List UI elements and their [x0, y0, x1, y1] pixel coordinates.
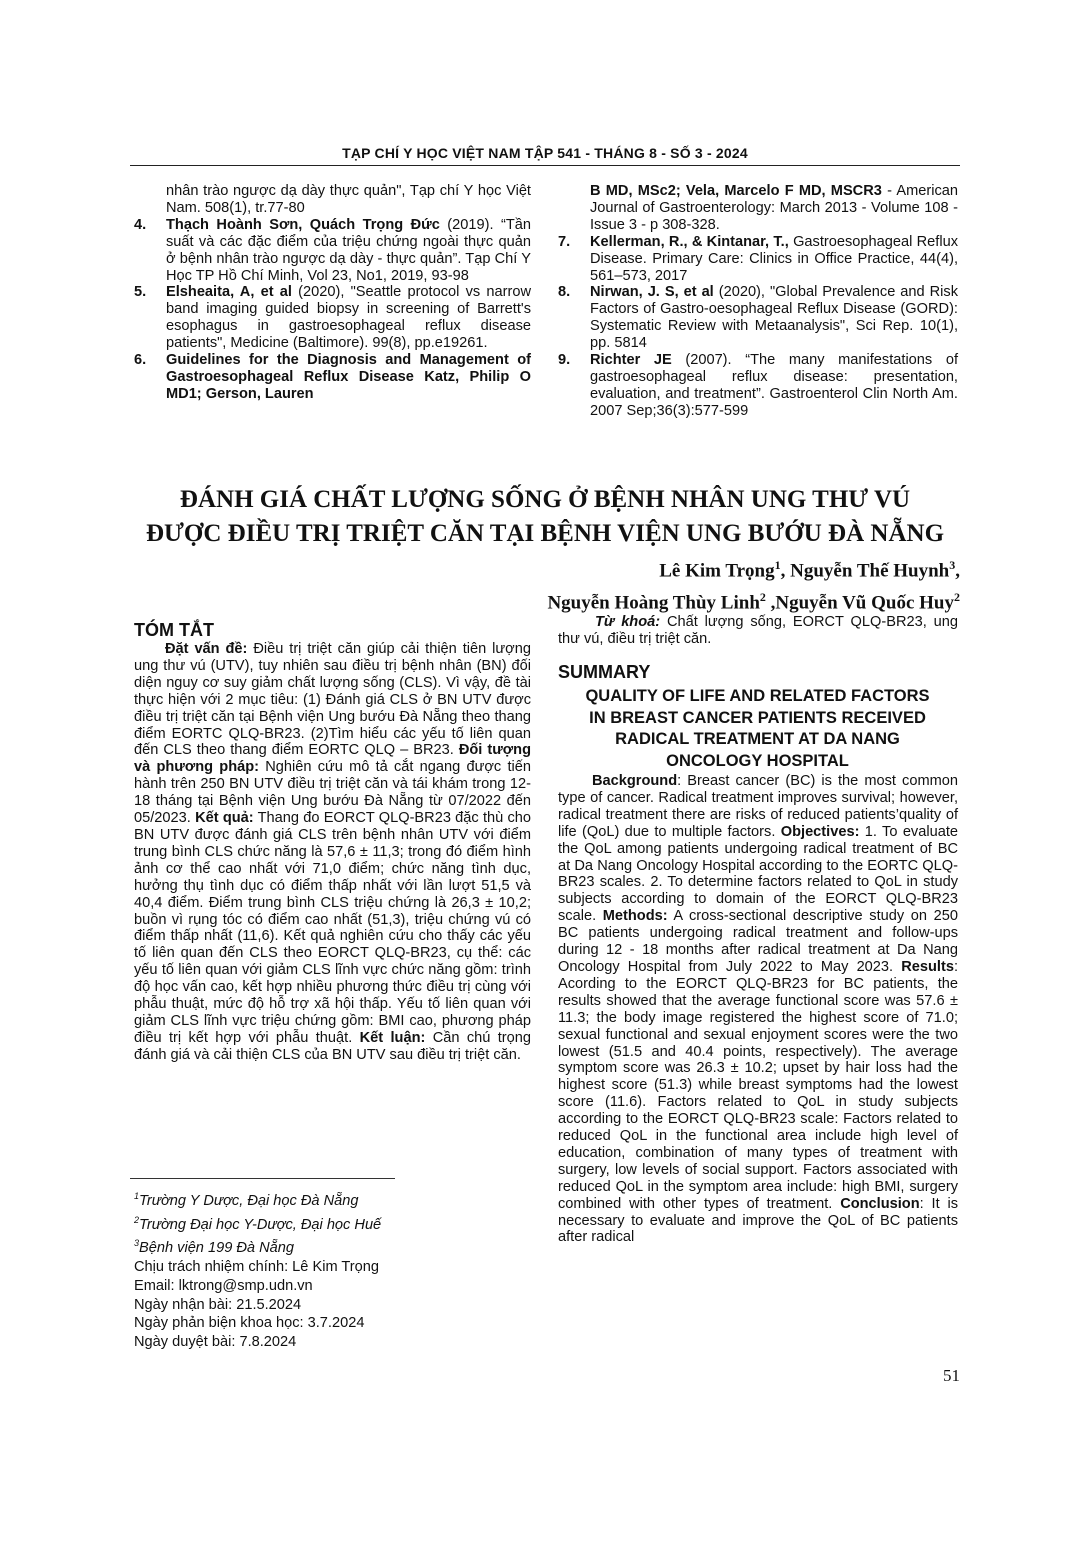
corresponding-author: Chịu trách nhiệm chính: Lê Kim Trọng: [134, 1258, 379, 1275]
affiliation-1: $^1$Trường Y Dược, Đại học Đà Nẵng: [134, 1191, 359, 1209]
objectives-label: Objectives:: [780, 823, 860, 840]
ket-qua-label: Kết quả:: [195, 810, 254, 827]
author-affiliation-mark: 2: [759, 590, 766, 605]
reference-6-continuation: B MD, MSc2; Vela, Marcelo F MD, MSCR3 - American Journal of Gastroenterology: March 2013 - Volume 108 - Issue 3 - p 308-328.: [590, 183, 958, 233]
author-name: Lê Kim Trọng: [659, 560, 775, 582]
reference-7: 7. Kellerman, R., & Kintanar, T., Gastroesophageal Reflux Disease. Primary Care: Clinics in Office Practice, 44(4), 561–573, 2017: [558, 233, 958, 284]
email: Email: lktrong@smp.udn.vn: [134, 1277, 313, 1294]
doi-tuong-label: Đối tượng và phương pháp:: [134, 742, 531, 776]
summary-en-body: Background: Breast cancer (BC) is the most common type of cancer. Radical treatment improves survival; however, radical treatment there are risks of reduced patients’quality of life (QoL) due to multiple factors. Objectives: 1. To evaluate the QoL among patients undergoing radical treatment of BC at Da Nang Oncology Hospital according to the EORTC QLQ-BR23 scales. 2. To determine factors related to QoL in study subjects according to domain of the EORCT QLQ-BR23 scale. Methods: A cross-sectional descriptive study on 250 BC patients undergoing radical treatment and follow-ups during 12 - 18 months after radical treatment at Da Nang Oncology Hospital from July 2022 to May 2023. Results: Acording to the EORCT QLQ-BR23 for BC patients, the results showed that the average functional score was 57.6 ± 11.3; the body image registered the highest score of 71.0; sexual functional and sexual enjoyment scores were the two lowest (51.5 and 40.4 points, respectively). The average symptom score was 26.3 ± 10.2; upset by hair loss had the highest score (51.3) while breast symptoms had the lowest score (11.6). Factors related to QoL in study subjects according to the EORCT QLQ-BR23 scale: Factors related to reduced QoL in the functional area include high level of education, combination of many types of treatment with surgery, low levels of social support. Factors associated with reduced QoL in the symptom area include: high BMI, surgery combined with other types of treatment. Conclusion: It is necessary to evaluate and improve the QoL of BC patients after radical: [558, 773, 959, 1246]
reference-6: 6. Guidelines for the Diagnosis and Management of Gastroesophageal Reflux Disease Katz, Philip O MD1; Gerson, Lauren: [134, 352, 531, 402]
references-right: [558, 183, 958, 420]
article-title-line-1: ĐÁNH GIÁ CHẤT LƯỢNG SỐNG Ở BỆNH NHÂN UNG THƯ VÚ: [179, 486, 911, 513]
date-accepted: Ngày duyệt bài: 7.8.2024: [134, 1334, 297, 1351]
affiliation-3: $^3$Bệnh viện 199 Đà Nẵng: [134, 1238, 294, 1257]
affiliation-2: $^2$Trường Đại học Y-Dược, Đại học Huế: [134, 1214, 382, 1233]
author-affiliation-mark: 2: [954, 590, 960, 605]
ket-luan-label: Kết luận:: [359, 1029, 426, 1046]
reference-8: 8. Nirwan, J. S, et al (2020), "Global Prevalence and Risk Factors of Gastro-oesophageal Reflux Disease (GORD): Systematic Review with Metaanalysis", Sci Rep. 10(1), pp. 5814: [558, 284, 958, 352]
article-title-line-2: ĐƯỢC ĐIỀU TRỊ TRIỆT CĂN TẠI BỆNH VIỆN UNG BƯỚU ĐÀ NẴNG: [145, 520, 945, 547]
journal-header: TẠP CHÍ Y HỌC VIỆT NAM TẬP 541 - THÁNG 8 - SỐ 3 - 2024: [342, 145, 748, 161]
keywords: Từ khoá: Chất lượng sống, EORCT QLQ-BR23, ung thư vú, điều trị triệt căn.: [558, 614, 959, 647]
english-title: QUALITY OF LIFE AND RELATED FACTORS IN BREAST CANCER PATIENTS RECEIVED RADICAL TREATMENT AT DA NANG ONCOLOGY HOSPITAL: [585, 687, 930, 770]
author-affiliation-mark: 1: [774, 558, 781, 572]
article-title: [130, 483, 960, 551]
date-received: Ngày nhận bài: 21.5.2024: [134, 1296, 302, 1313]
header-rule: [130, 165, 960, 166]
author-line-2: Nguyễn Hoàng Thùy Linh$^2$ ,Nguyễn Vũ Quốc Huy$^2$: [547, 590, 960, 614]
reference-9: 9. Richter JE (2007). “The many manifestations of gastroesophageal reflux disease: presentation, evaluation, and treatment”. Gastroenterol Clin North Am. 2007 Sep;36(3):577-599: [558, 352, 958, 419]
author-line-1: Lê Kim Trọng$^1$, Nguyễn Thế Huynh$^3$,: [659, 558, 960, 582]
author-list: [547, 552, 960, 617]
footnotes: [134, 1187, 534, 1352]
references-left: [134, 183, 531, 403]
author-affiliation-mark: 3: [949, 558, 956, 572]
background-label: Background: [592, 773, 678, 789]
results-label: Results: [901, 958, 954, 975]
summary-heading: SUMMARY: [558, 662, 651, 682]
reference-continuation: nhân trào ngược dạ dày thực quản", Tạp chí Y học Việt Nam. 508(1), tr.77-80: [166, 183, 531, 216]
reference-5: 5. Elsheaita, A, et al (2020), "Seattle protocol vs narrow band imaging guided biopsy in screening of Barrett's esophagus in gastroesophageal reflux disease patients", Medicine (Baltimore). 99(8), pp.e19261.: [134, 284, 531, 352]
author-name: Nguyễn Hoàng Thùy Linh: [547, 592, 760, 614]
author-name: Nguyễn Vũ Quốc Huy: [775, 592, 954, 614]
methods-label: Methods:: [602, 908, 668, 925]
date-reviewed: Ngày phản biện khoa học: 3.7.2024: [134, 1315, 365, 1332]
page-number: 51: [943, 1366, 960, 1385]
footnote-rule: [130, 1178, 395, 1179]
abstract-heading: TÓM TẮT: [134, 620, 214, 640]
conclusion-label: Conclusion: [840, 1195, 920, 1212]
abstract-vi-body: Đặt vấn đề: Điều trị triệt căn giúp cải thiện tiên lượng ung thư vú (UTV), tuy nhiên sau điều trị bệnh nhân (BN) đối diện nguy cơ suy giảm chất lượng sống (CLS). Vì vậy, đề tài thực hiện với 2 mục tiêu: (1) Đánh giá CLS ở BN UTV được điều trị triệt căn tại Bệnh viện Ung bướu Đà Nẵng theo thang điểm EORTC QLQ-BR23. (2)Tìm hiểu các yếu tố liên quan đến CLS theo thang điểm EORTC QLQ – BR23. Đối tượng và phương pháp: Nghiên cứu mô tả cắt ngang được tiến hành trên 250 BN UTV điều trị triệt căn và tái khám trong 12-18 tháng tại Bệnh viện Ung bướu Đà Nẵng từ 07/2022 đến 05/2023. Kết quả: Thang đo EORCT QLQ-BR23 đặc thù cho BN UTV được đánh giá CLS trên bệnh nhân UTV với điểm trung bình CLS chức năng là 57,6 ± 11,3; trong đó điểm hình ảnh cơ thể cao nhất với 71,0 điểm; chức năng tình dục, hưởng thụ tình dục có điểm thấp nhất với lần lượt 51,5 và 40,4 điểm. Điểm trung bình CLS triệu chứng là 26,3 ± 10,2; buồn vì rụng tóc có điểm cao nhất (51,3), triệu chứng vú có điểm thấp nhất (11,6). Kết quả nghiên cứu cho thấy các yếu tố liên quan đến CLS theo EORCT QLQ-BR23, cụ thể: các yếu tố liên quan với giảm CLS lĩnh vực chức năng gồm: trình độ học vấn cao, kết hợp nhiều phương thức điều trị cùng với phẫu thuật, mức độ hỗ trợ xã hội thấp. Yếu tố liên quan với giảm CLS lĩnh vực triệu chứng gồm: BMI cao, phương pháp điều trị kết hợp với phẫu thuật. Kết luận: Cần chú trọng đánh giá và cải thiện CLS của BN UTV sau điều trị triệt căn.: [134, 641, 532, 1063]
reference-4: 4. Thạch Hoành Sơn, Quách Trọng Đức (2019). “Tần suất và các đặc điểm của triệu chứng ngoài thực quản ở bệnh nhân trào ngược dạ dày - thực quản”. Tạp Chí Y Học TP Hồ Chí Minh, Vol 23, No1, 2019, 93-98: [134, 216, 531, 284]
dat-van-de-label: Đặt vấn đề:: [165, 641, 248, 657]
author-name: Nguyễn Thế Huynh: [790, 560, 950, 582]
keywords-label: Từ khoá:: [595, 614, 661, 630]
